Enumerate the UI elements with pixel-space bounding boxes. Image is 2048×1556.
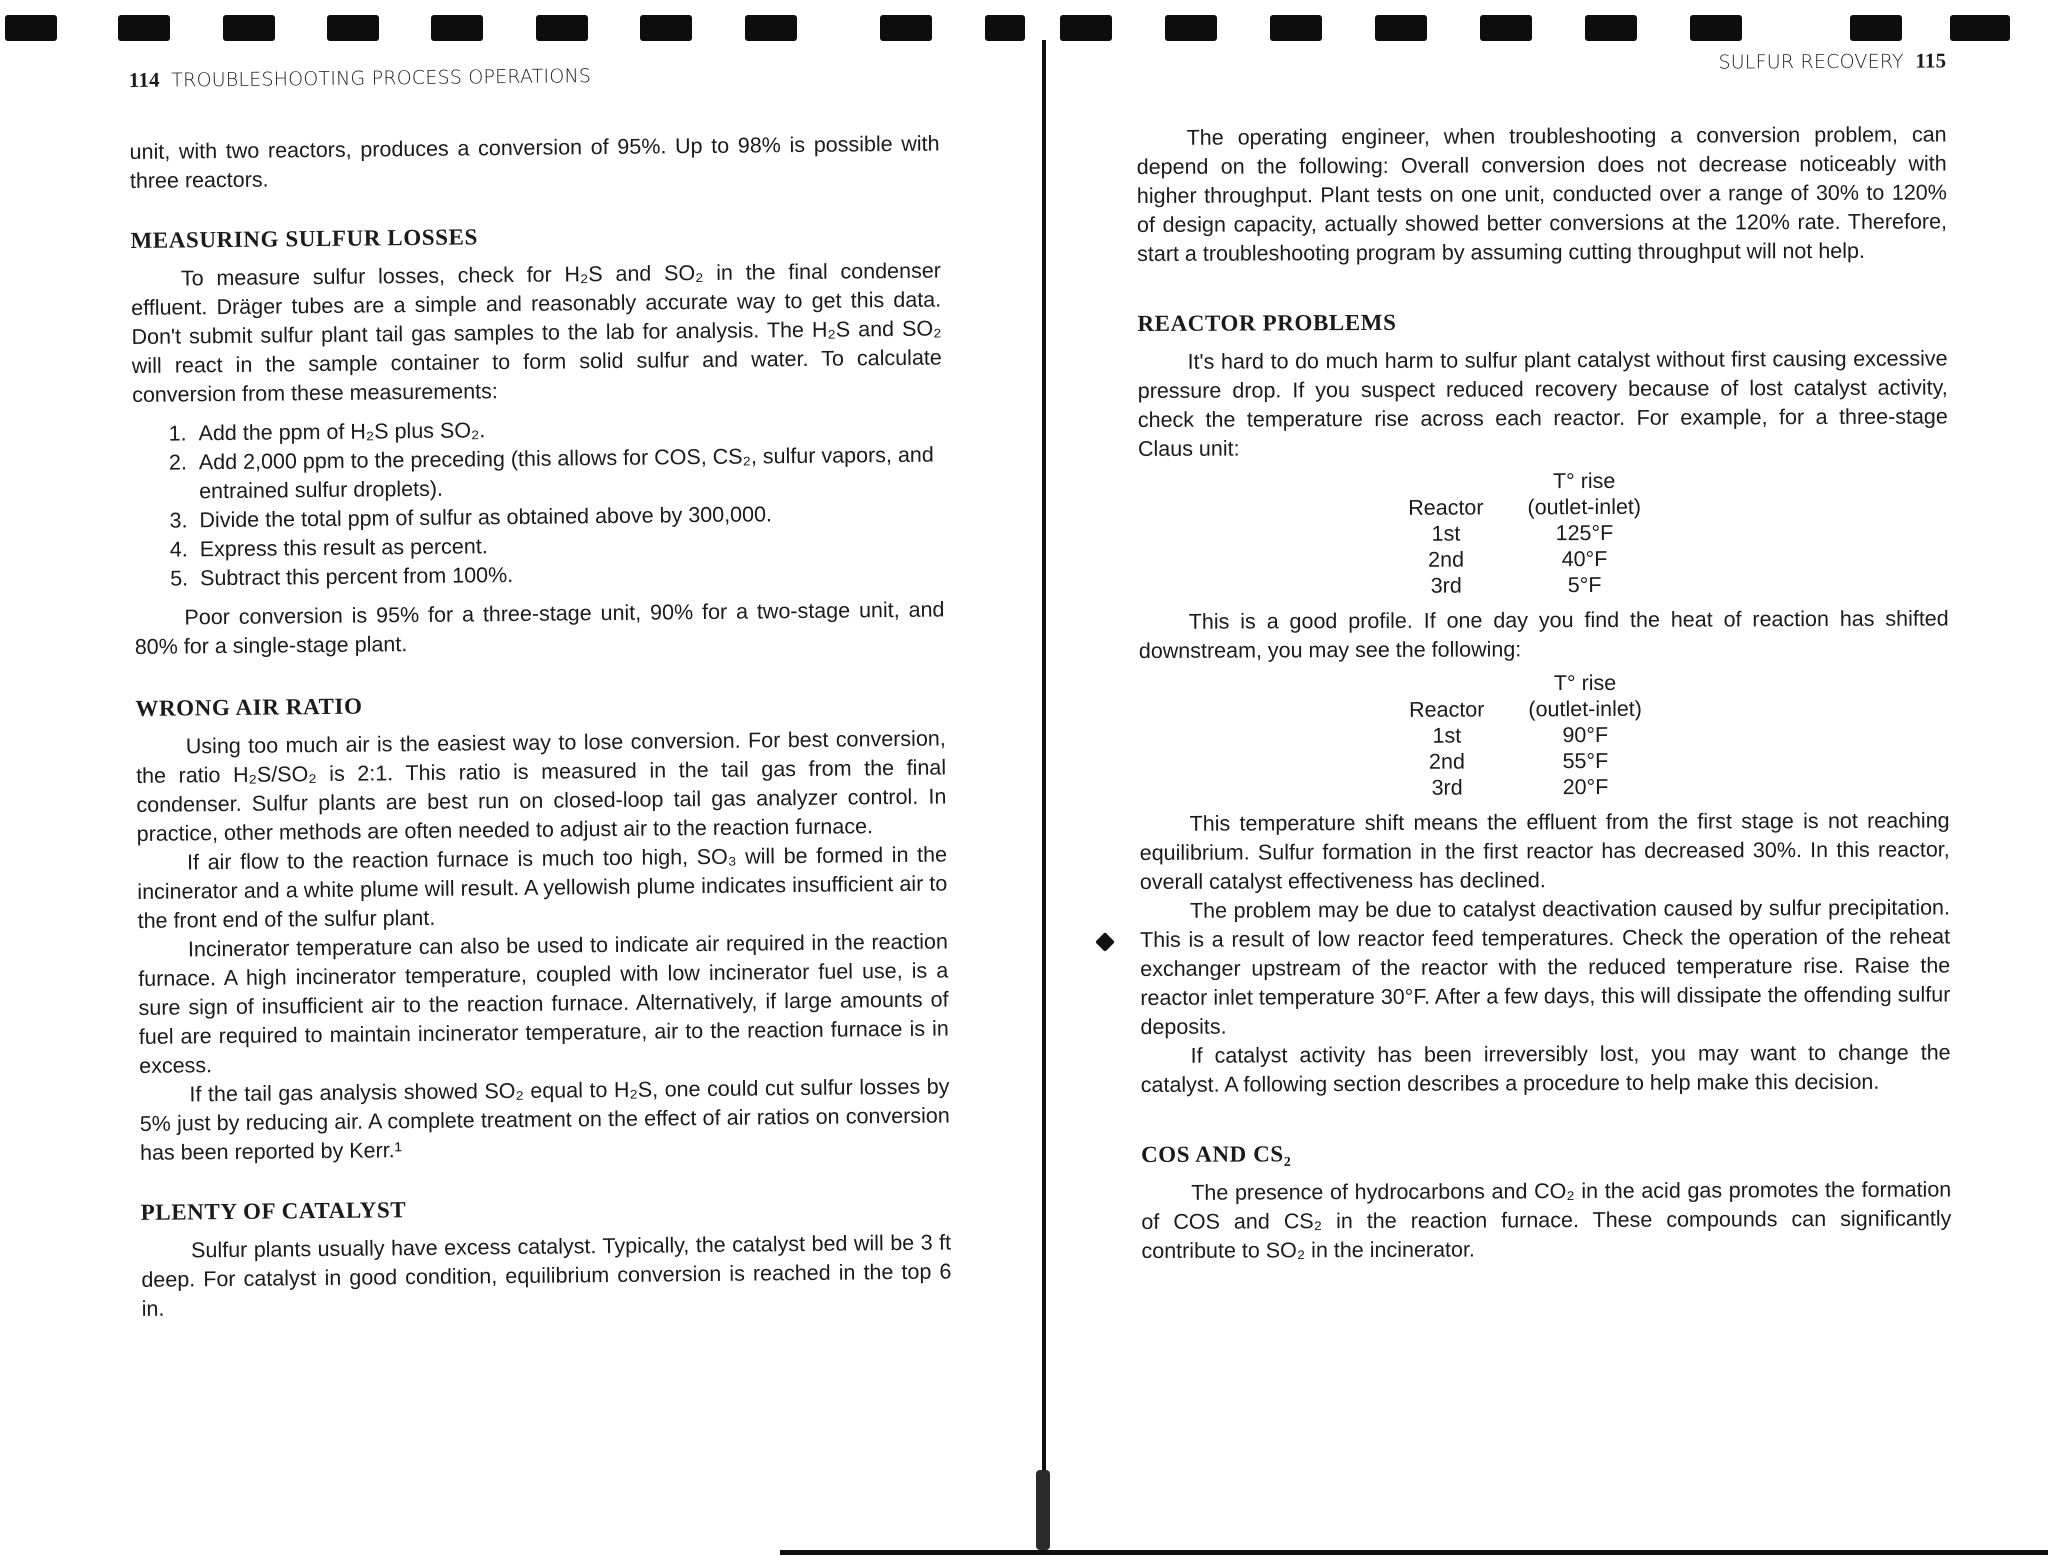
table-header-t-rise: T° rise xyxy=(1553,670,1617,696)
page-bottom-edge xyxy=(780,1550,2048,1555)
table-cell-reactor: 2nd xyxy=(1428,749,1465,774)
right-running-title: SULFUR RECOVERY xyxy=(1718,50,1904,74)
table-cell-rise: 5°F xyxy=(1567,572,1602,598)
table-row xyxy=(1408,520,1641,547)
table-header-outlet-inlet: (outlet-inlet) xyxy=(1527,494,1642,520)
binding-hole xyxy=(536,15,588,41)
section-heading-plenty-of-catalyst: PLENTY OF CATALYST xyxy=(140,1197,407,1225)
table-cell-rise: 20°F xyxy=(1562,774,1609,800)
binding-hole xyxy=(431,15,483,41)
list-item: 4. Express this result as percent. xyxy=(194,527,944,564)
reactor-followup-paragraph: This temperature shift means the effluent from the first stage is not reaching equilibrium. Sulfur formation in the first reactor has decreased 30%. In this reactor, overall catalyst effectiveness has declined. xyxy=(1139,808,1950,894)
binding-hole xyxy=(1060,15,1112,41)
catalyst-paragraph: Sulfur plants usually have excess catalyst. Typically, the catalyst bed will be 3 ft deep. For catalyst in good condition, equilibrium conversion is reached in the top 6 in. xyxy=(141,1230,952,1321)
temperature-rise-table-good xyxy=(1408,468,1641,599)
air-ratio-paragraph: If air flow to the reaction furnace is much too high, SO₃ will be formed in the incinerator and a white plume will result. A yellowish plume indicates insufficient air to the front end of the sulfur plant. xyxy=(137,842,948,933)
conversion-steps-list xyxy=(132,411,944,593)
section-heading-measuring-sulfur-losses: MEASURING SULFUR LOSSES xyxy=(130,224,479,253)
section-heading-cos-and-cs2: COS AND CS₂ xyxy=(1140,1141,1292,1167)
air-ratio-paragraph: Incinerator temperature can also be used to indicate air required in the reaction furnace. A high incinerator temperature, coupled with low incinerator fuel use, is a sure sign of insufficient air to the reaction furnace. Alternatively, if large amounts of fuel are required to maintain incinerator temperature, air to the reaction furnace is in excess. xyxy=(138,929,949,1078)
right-intro-paragraph: The operating engineer, when troubleshooting a conversion problem, can depend on the following: Overall conversion does not decrease noticeably with higher throughput. Plant tests on one unit, conducted over a range of 30% to 120% of design capacity, actually showed better conversions at the 120% rate. Therefore, start a troubleshooting program by assuming cutting throughput will not help. xyxy=(1136,122,1948,266)
binding-hole xyxy=(745,15,797,41)
binding-hole xyxy=(1270,15,1322,41)
table-header-t-rise: T° rise xyxy=(1552,468,1616,494)
table-cell-reactor: 1st xyxy=(1431,521,1461,546)
table-cell-rise: 40°F xyxy=(1561,546,1608,572)
list-item: 3. Divide the total ppm of sulfur as obtained above by 300,000. xyxy=(193,498,943,535)
binding-hole xyxy=(1480,15,1532,41)
binding-hole xyxy=(223,15,275,41)
left-running-head xyxy=(129,63,592,93)
table-cell-reactor: 1st xyxy=(1432,723,1462,748)
binding-hole xyxy=(327,15,379,41)
binding-hole xyxy=(5,15,57,41)
spine-shadow xyxy=(1036,1470,1050,1550)
right-page-body xyxy=(1137,120,1952,1266)
table-header-reactor: Reactor xyxy=(1408,495,1484,520)
table-header-outlet-inlet: (outlet-inlet) xyxy=(1528,696,1642,722)
section-heading-wrong-air-ratio: WRONG AIR RATIO xyxy=(135,693,363,721)
table-header-reactor: Reactor xyxy=(1409,697,1485,722)
spiral-binding-holes xyxy=(0,0,2048,50)
table-cell-rise: 125°F xyxy=(1555,520,1614,546)
cos-paragraph: The presence of hydrocarbons and CO₂ in the acid gas promotes the formation of COS and CS₂ in the reaction furnace. These compounds can significantly contribute to SO₂ in the incinerator. xyxy=(1141,1177,1952,1263)
right-running-head xyxy=(1718,48,1946,74)
binding-hole xyxy=(880,15,932,41)
table-row xyxy=(1409,722,1642,749)
margin-bullet-mark xyxy=(1095,932,1115,952)
list-item: 1. Add the ppm of H₂S plus SO₂. xyxy=(192,411,942,448)
binding-hole xyxy=(1585,15,1637,41)
measuring-paragraph: To measure sulfur losses, check for H₂S and SO₂ in the final condenser effluent. Dräger tubes are a simple and reasonably accurate way to get this data. Don't submit sulfur plant tail gas samples to the lab for analysis. The H₂S and SO₂ will react in the sample container to form solid sulfur and water. To calculate conversion from these measurements: xyxy=(131,258,942,407)
left-running-title: TROUBLESHOOTING PROCESS OPERATIONS xyxy=(171,65,592,92)
air-ratio-paragraph: Using too much air is the easiest way to lose conversion. For best conversion, the ratio H₂S/SO₂ is 2:1. This ratio is measured in the tail gas from the final condenser. Sulfur plants are best run on closed-loop tail gas analyzer control. In practice, other methods are often needed to adjust air to the reaction furnace. xyxy=(136,726,947,846)
book-spine-gutter xyxy=(1042,40,1046,1545)
binding-hole xyxy=(985,15,1025,41)
between-tables-paragraph: This is a good profile. If one day you find the heat of reaction has shifted downstream, you may see the following: xyxy=(1138,606,1949,663)
table-row xyxy=(1409,774,1642,801)
binding-hole xyxy=(1950,15,2010,41)
left-page-number: 114 xyxy=(128,67,160,92)
binding-hole xyxy=(118,15,170,41)
reactor-followup-paragraph: If catalyst activity has been irreversibly lost, you may want to change the catalyst. A following section describes a procedure to help make this decision. xyxy=(1140,1040,1951,1097)
reactor-followup-paragraph: The problem may be due to catalyst deactivation caused by sulfur precipitation. This is a result of low reactor feed temperatures. Check the operation of the reheat exchanger upstream of the reactor with the reduced temperature rise. Raise the reactor inlet temperature 30°F. After a few days, this will dissipate the offending sulfur deposits. xyxy=(1140,895,1951,1039)
right-page-number: 115 xyxy=(1915,48,1947,73)
binding-hole xyxy=(1375,15,1427,41)
list-item: 5. Subtract this percent from 100%. xyxy=(194,556,944,593)
table-row xyxy=(1408,546,1641,573)
binding-hole xyxy=(1850,15,1902,41)
table-row xyxy=(1409,572,1642,599)
list-item: 2. Add 2,000 ppm to the preceding (this allows for COS, CS₂, sulfur vapors, and entrained sulfur droplets). xyxy=(193,440,944,506)
reactor-paragraph: It's hard to do much harm to sulfur plant catalyst without first causing excessive pressure drop. If you suspect reduced recovery because of lost catalyst activity, check the temperature rise across each reactor. For example, for a three-stage Claus unit: xyxy=(1137,346,1948,461)
table-cell-reactor: 2nd xyxy=(1428,547,1465,572)
air-ratio-paragraph: If the tail gas analysis showed SO₂ equal to H₂S, one could cut sulfur losses by 5% just by reducing air. A complete treatment on the effect of air ratios on conversion has been reported by Kerr.¹ xyxy=(139,1074,950,1165)
temperature-rise-table-shifted xyxy=(1409,670,1642,801)
table-cell-rise: 55°F xyxy=(1562,748,1609,774)
binding-hole xyxy=(1690,15,1742,41)
left-page-body xyxy=(129,130,951,1324)
binding-hole xyxy=(640,15,692,41)
left-intro-paragraph: unit, with two reactors, produces a conversion of 95%. Up to 98% is possible with three reactors. xyxy=(129,131,940,193)
binding-hole xyxy=(1165,15,1217,41)
table-cell-rise: 90°F xyxy=(1562,722,1609,748)
measuring-closing-paragraph: Poor conversion is 95% for a three-stage unit, 90% for a two-stage unit, and 80% for a single-stage plant. xyxy=(134,597,945,659)
table-cell-reactor: 3rd xyxy=(1430,573,1462,598)
section-heading-reactor-problems: REACTOR PROBLEMS xyxy=(1137,309,1397,336)
table-row xyxy=(1409,748,1642,775)
table-cell-reactor: 3rd xyxy=(1431,775,1463,800)
